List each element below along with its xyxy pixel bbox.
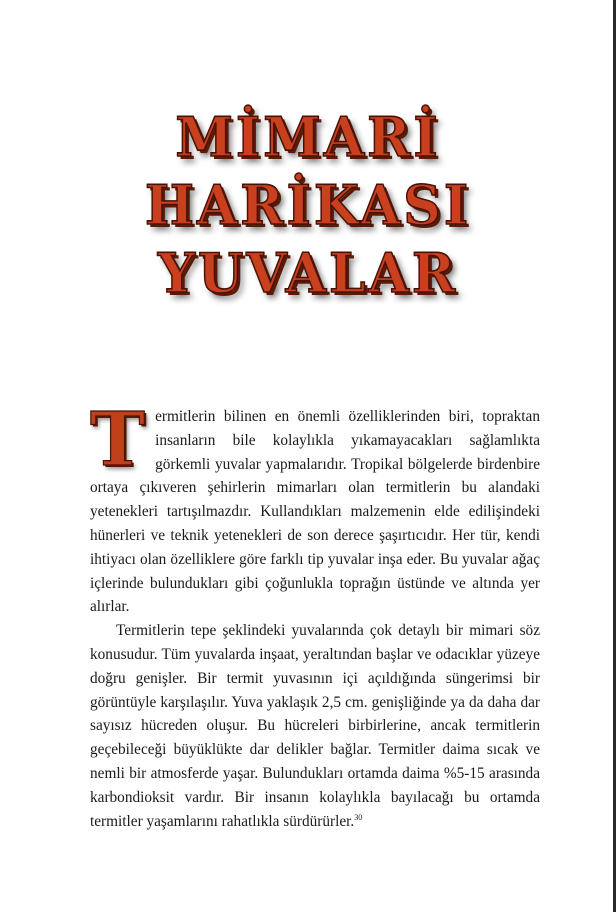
chapter-title — [0, 104, 616, 308]
body-text — [90, 397, 540, 833]
paragraph-1 — [90, 397, 540, 619]
paragraph-2 — [90, 619, 540, 833]
title-line-3: YUVALAR — [157, 241, 459, 306]
paragraph-2-text: Termitlerin tepe şeklindeki yuvalarında çok detaylı bir mimari söz konusudur. Tüm yuvalarda inşaat, yeraltından başlar ve odacıklar yüzeye doğru genişler. Bir termit yuvasının içi açıldığında süngerimsi bir görüntüyle karşılaşılır. Yuva yaklaşık 2,5 cm. genişliğinde ya da daha dar sayısız hücreden oluşur. Bu hücreleri birbirlerine, ancak termitlerin geçebileceği büyüklükte dar delikler bağlar. Termitler daima sıcak ve nemli bir atmosferde yaşar. Bulundukları ortamda daima %5-15 arasında karbondioksit vardır. Bir insanın kolaylıkla bayılacağı bu ortamda termitler yaşamlarını rahatlıkla sürdürürler. — [90, 622, 540, 830]
paragraph-1-text: ermitlerin bilinen en önemli özelliklerinden biri, topraktan insanların bile kolaylıkla yıkamayacakları sağlamlıkta görkemli yuvalar yapmalarıdır. Tropikal bölgelerde birdenbire ortaya çıkıveren şehirlerin mimarları olan termitlerin bu alandaki yetenekleri tartışılmazdır. Kullandıkları malzemenin elde edilişindeki hünerleri ve teknik yetenekleri de son derece şaşırtıcıdır. Her tür, kendi ihtiyacı olan özelliklere göre farklı tip yuvalar inşa eder. Bu yuvalar ağaç içlerinde bulundukları gibi çoğunlukla toprağın üstünde ve altında yer alırlar. — [90, 408, 540, 616]
drop-cap: T — [90, 397, 146, 483]
title-line-2: HARİKASI — [144, 173, 472, 238]
title-line-1: MİMARİ — [175, 105, 441, 170]
footnote-marker: 30 — [354, 812, 363, 822]
